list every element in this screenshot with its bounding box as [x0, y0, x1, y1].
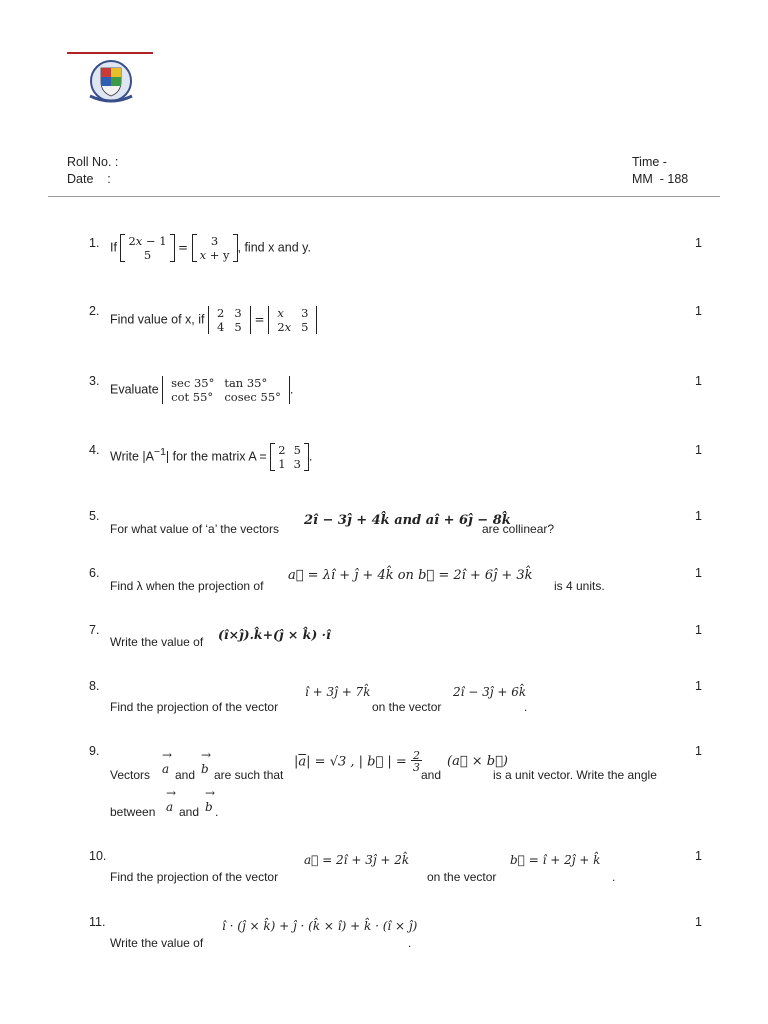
max-marks-label: MM - 188	[632, 172, 689, 186]
header-rule	[67, 52, 153, 54]
school-logo	[84, 56, 138, 110]
date-label: Date :	[67, 172, 111, 186]
roll-no-label: Roll No. :	[67, 155, 119, 169]
time-label: Time -	[632, 155, 667, 169]
header-divider	[48, 196, 720, 197]
